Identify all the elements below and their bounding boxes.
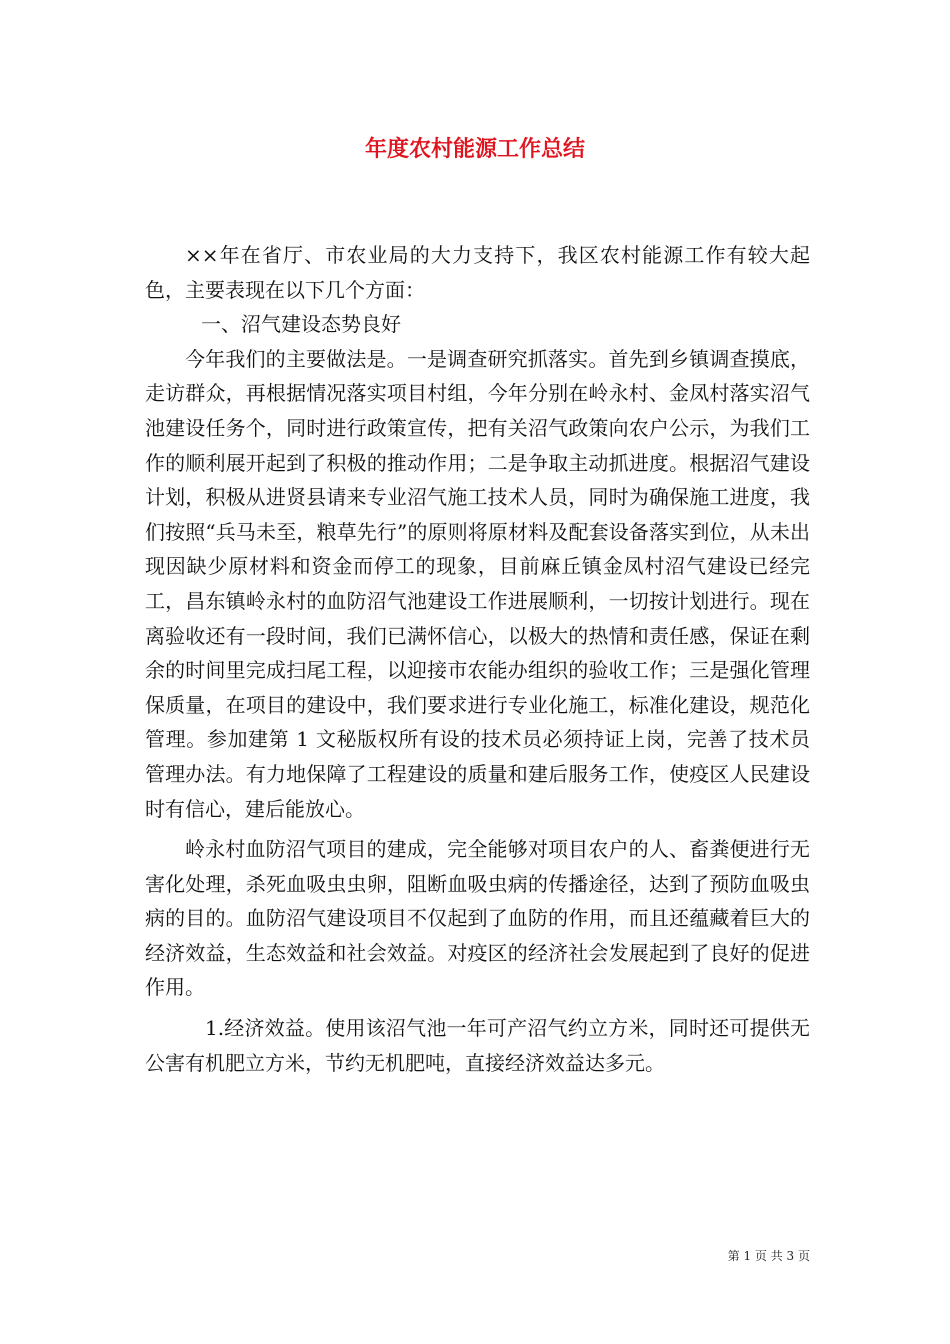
list-item-paragraph: 1.经济效益。使用该沼气池一年可产沼气约立方米，同时还可提供无公害有机肥立方米，节约无机肥吨，直接经济效益达多元。 xyxy=(145,1016,810,1075)
section-heading: 一、沼气建设态势良好 xyxy=(201,312,401,337)
document-body xyxy=(145,238,810,1080)
intro-paragraph: ××年在省厅、市农业局的大力支持下，我区农村能源工作有较大起色，主要表现在以下几个方面： xyxy=(145,243,810,302)
body-paragraph: 今年我们的主要做法是。一是调查研究抓落实。首先到乡镇调查摸底，走访群众，再根据情况落实项目村组，今年分别在岭永村、金凤村落实沼气池建设任务个，同时进行政策宣传，把有关沼气政策向农户公示，为我们工作的顺利展开起到了积极的推动作用；二是争取主动抓进度。根据沼气建设计划，积极从进贤县请来专业沼气施工技术人员，同时为确保施工进度，我们按照“兵马未至，粮草先行”的原则将原材料及配套设备落实到位，从未出现因缺少原材料和资金而停工的现象，目前麻丘镇金凤村沼气建设已经完工，昌东镇岭永村的血防沼气池建设工作进展顺利，一切按计划进行。现在离验收还有一段时间，我们已满怀信心，以极大的热情和责任感，保证在剩余的时间里完成扫尾工程，以迎接市农能办组织的验收工作；三是强化管理保质量，在项目的建设中，我们要求进行专业化施工，标准化建设，规范化管理。参加建第 1 文秘版权所有设的技术员必须持证上岗，完善了技术员管理办法。有力地保障了工程建设的质量和建后服务工作，使疫区人民建设时有信心，建后能放心。 xyxy=(145,346,810,821)
page-number: 第 1 页 共 3 页 xyxy=(727,1249,810,1263)
document-title: 年度农村能源工作总结 xyxy=(364,137,585,162)
body-paragraph: 岭永村血防沼气项目的建成，完全能够对项目农户的人、畜粪便进行无害化处理，杀死血吸虫虫卵，阻断血吸虫病的传播途径，达到了预防血吸虫病的目的。血防沼气建设项目不仅起到了血防的作用，而且还蕴藏着巨大的经济效益，生态效益和社会效益。对疫区的经济社会发展起到了良好的促进作用。 xyxy=(145,837,810,1000)
